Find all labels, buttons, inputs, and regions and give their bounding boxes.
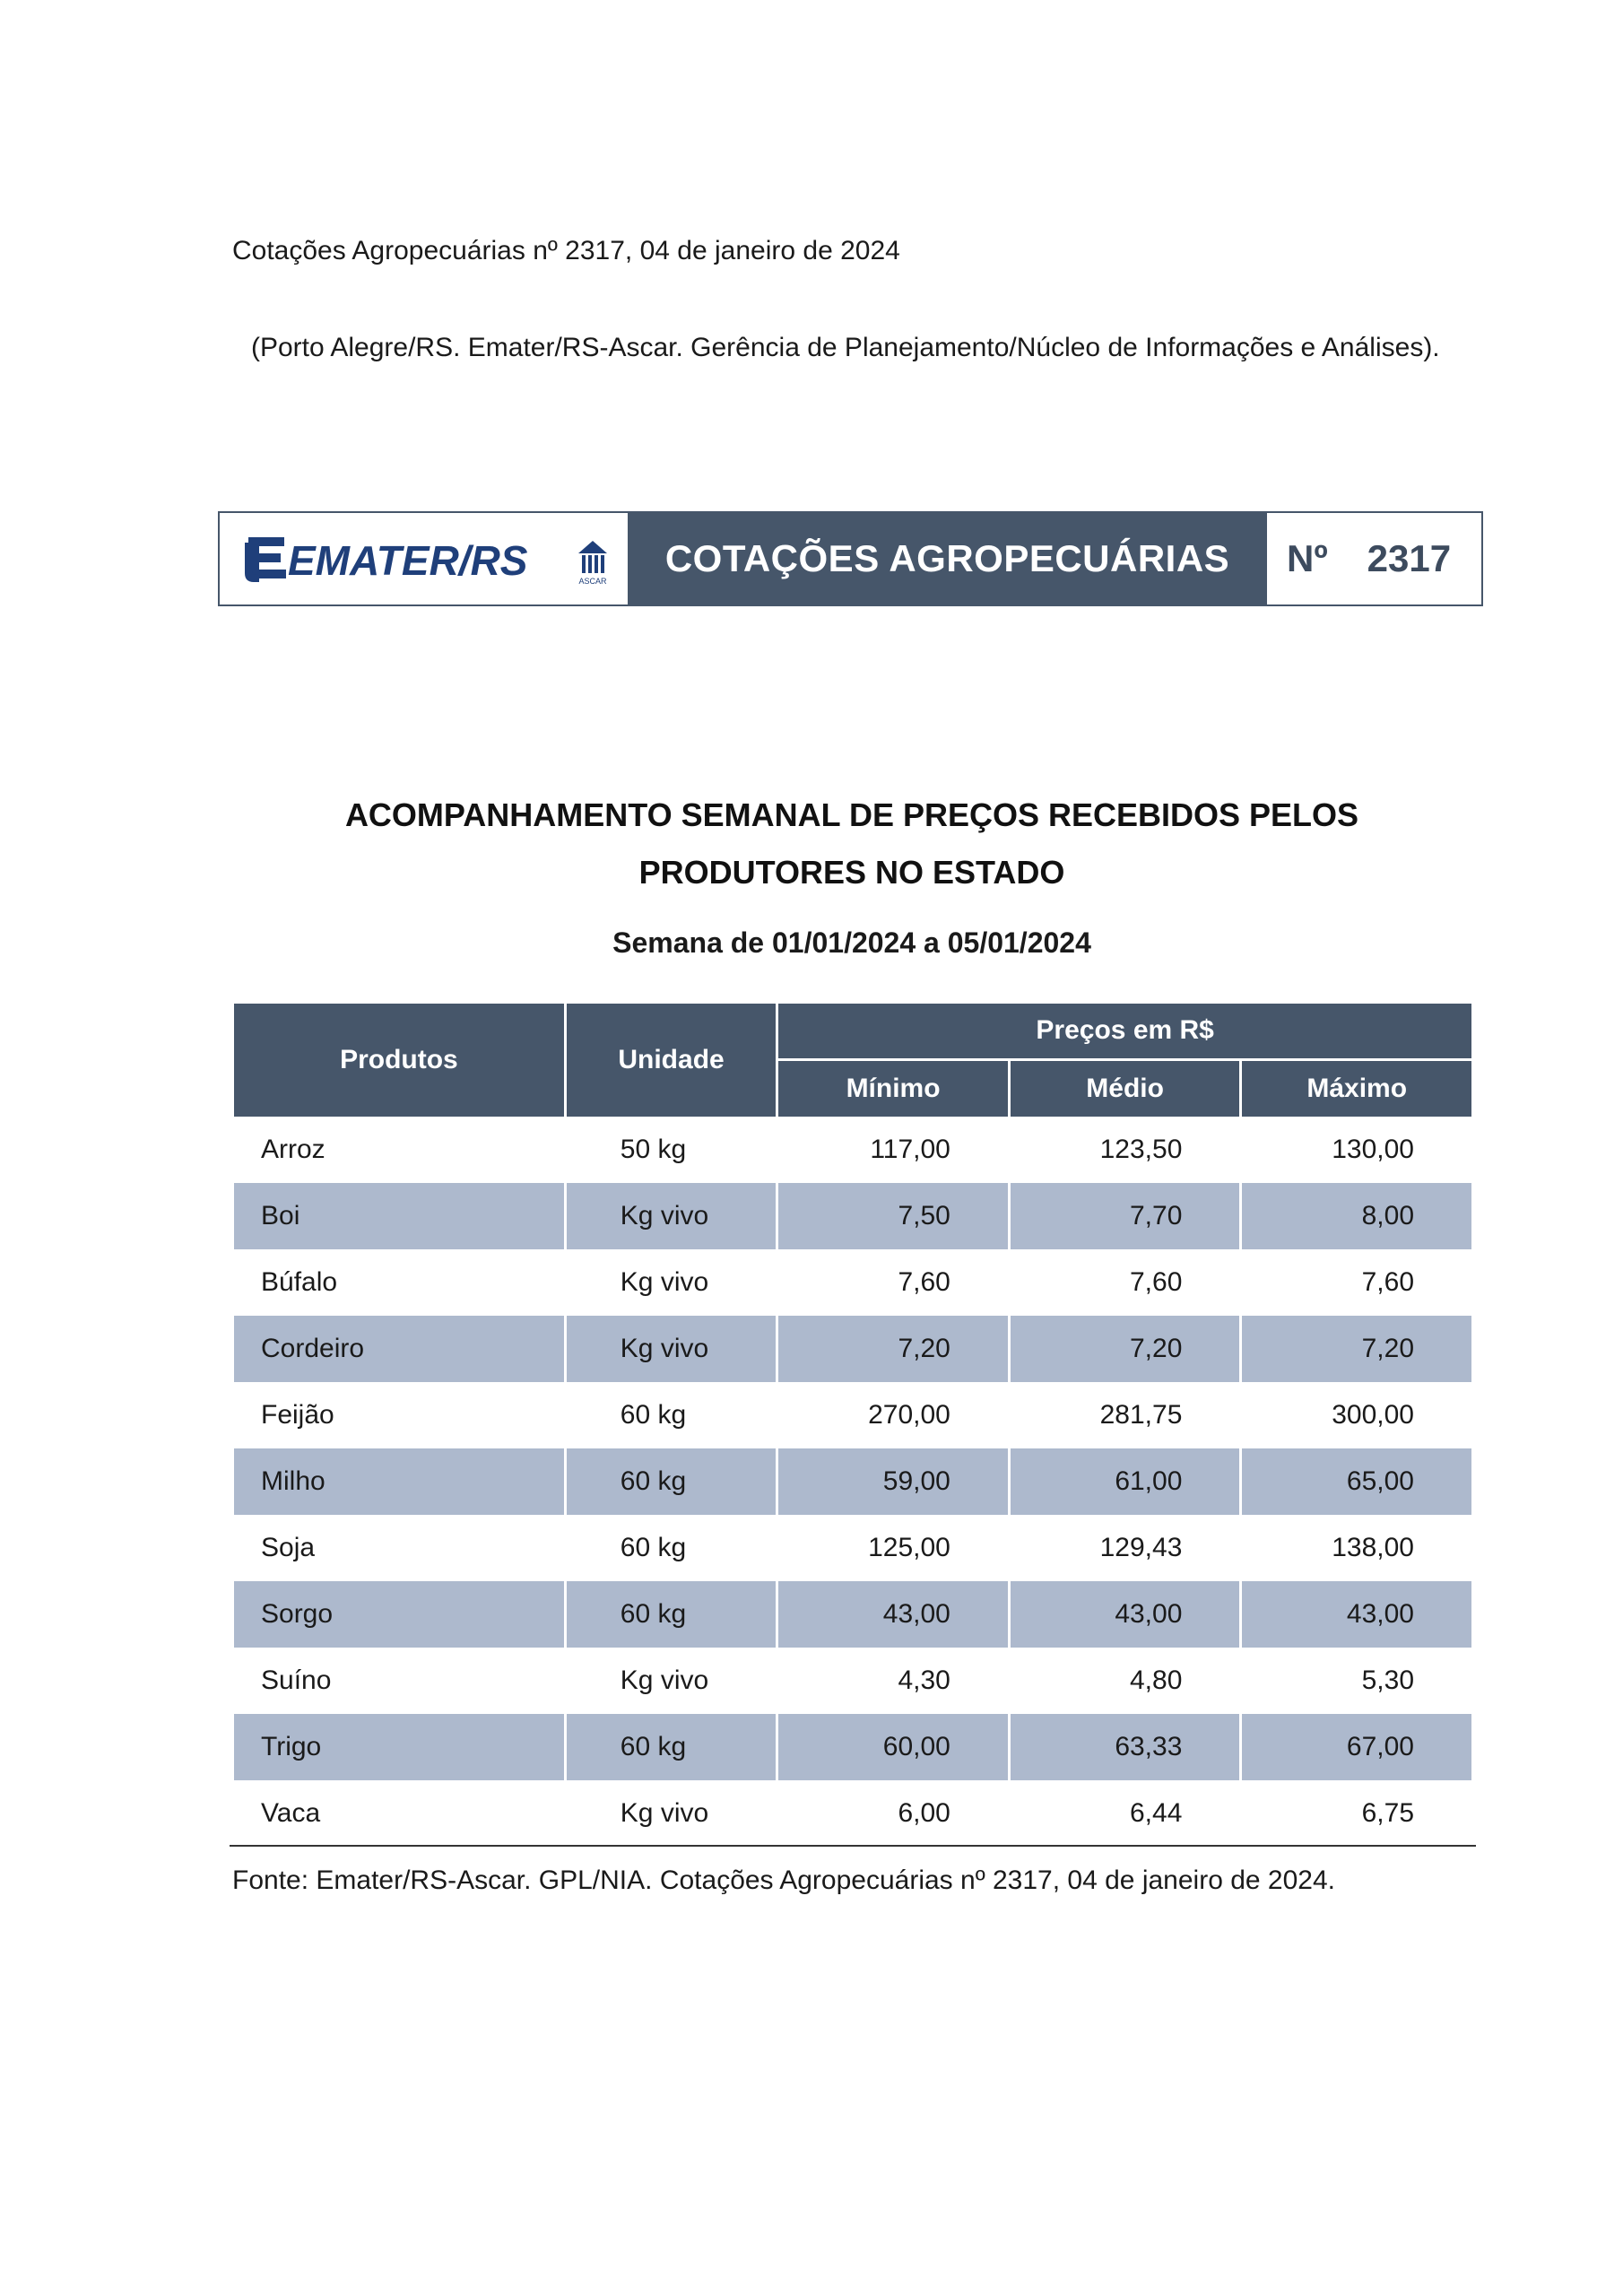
header-prices: Preços em R$ xyxy=(778,1004,1471,1061)
max-price-cell: 138,00 xyxy=(1332,1533,1414,1562)
unit-cell: Kg vivo xyxy=(567,1183,777,1249)
table-row xyxy=(234,1515,1471,1581)
report-title xyxy=(233,787,1471,901)
table-row xyxy=(234,1249,1471,1316)
unit-cell: 60 kg xyxy=(620,1400,687,1430)
table-row xyxy=(234,1448,1471,1515)
product-cell: Boi xyxy=(234,1183,564,1249)
product-cell: Cordeiro xyxy=(234,1316,564,1382)
min-price-cell: 7,20 xyxy=(778,1316,1008,1382)
week-range: Semana de 01/01/2024 a 05/01/2024 xyxy=(612,926,1091,959)
product-cell: Vaca xyxy=(261,1798,321,1828)
header-min: Mínimo xyxy=(778,1061,1008,1118)
avg-price-cell: 281,75 xyxy=(1099,1400,1183,1430)
max-price-cell: 6,75 xyxy=(1361,1798,1414,1828)
unit-cell: 50 kg xyxy=(620,1135,687,1164)
product-cell: Milho xyxy=(234,1448,564,1515)
min-price-cell: 43,00 xyxy=(778,1581,1008,1648)
table-row xyxy=(234,1714,1471,1780)
table-row xyxy=(234,1581,1471,1648)
max-price-cell: 5,30 xyxy=(1361,1665,1414,1695)
emater-logo-graphic xyxy=(245,530,612,587)
min-price-cell: 117,00 xyxy=(870,1135,950,1164)
product-cell: Arroz xyxy=(261,1135,325,1164)
unit-cell: Kg vivo xyxy=(620,1798,709,1828)
min-price-cell: 7,60 xyxy=(898,1267,950,1297)
logo-wordmark: EMATER/RS xyxy=(288,537,528,584)
max-price-cell: 7,60 xyxy=(1361,1267,1414,1297)
min-price-cell: 125,00 xyxy=(868,1533,950,1562)
avg-price-cell: 7,60 xyxy=(1130,1267,1183,1297)
max-price-cell: 300,00 xyxy=(1332,1400,1414,1430)
document-origin-line: (Porto Alegre/RS. Emater/RS-Ascar. Gerência de Planejamento/Núcleo de Informações e Análises). xyxy=(251,333,1440,362)
table-row xyxy=(234,1117,1471,1183)
avg-price-cell: 129,43 xyxy=(1099,1533,1183,1562)
avg-price-cell: 7,20 xyxy=(1011,1316,1240,1382)
avg-price-cell: 123,50 xyxy=(1099,1135,1183,1164)
emater-logo xyxy=(220,513,628,604)
max-price-cell: 8,00 xyxy=(1242,1183,1471,1249)
product-cell: Feijão xyxy=(261,1400,334,1430)
header-avg: Médio xyxy=(1011,1061,1240,1118)
max-price-cell: 65,00 xyxy=(1242,1448,1471,1515)
product-cell: Suíno xyxy=(261,1665,332,1695)
min-price-cell: 6,00 xyxy=(898,1798,950,1828)
unit-cell: 60 kg xyxy=(620,1533,687,1562)
issue-number: 2317 xyxy=(1367,537,1452,579)
avg-price-cell: 7,70 xyxy=(1011,1183,1240,1249)
table-bottom-rule xyxy=(230,1845,1476,1847)
unit-cell: 60 kg xyxy=(567,1714,777,1780)
product-cell: Búfalo xyxy=(261,1267,338,1297)
product-cell: Soja xyxy=(261,1533,316,1562)
avg-price-cell: 61,00 xyxy=(1011,1448,1240,1515)
min-price-cell: 7,50 xyxy=(778,1183,1008,1249)
header-unit: Unidade xyxy=(567,1004,777,1117)
unit-cell: Kg vivo xyxy=(620,1665,709,1695)
min-price-cell: 59,00 xyxy=(778,1448,1008,1515)
price-table xyxy=(231,1004,1474,1847)
issue-number-cell xyxy=(1267,513,1481,604)
banner-title: COTAÇÕES AGROPECUÁRIAS xyxy=(628,513,1267,604)
report-banner xyxy=(218,511,1483,606)
min-price-cell: 4,30 xyxy=(898,1665,950,1695)
document-reference-line: Cotações Agropecuárias nº 2317, 04 de janeiro de 2024 xyxy=(232,236,900,265)
header-max: Máximo xyxy=(1242,1061,1471,1118)
min-price-cell: 60,00 xyxy=(778,1714,1008,1780)
report-title-line1: ACOMPANHAMENTO SEMANAL DE PREÇOS RECEBIDOS PELOS xyxy=(344,796,1359,833)
table-row xyxy=(234,1382,1471,1448)
unit-cell: Kg vivo xyxy=(620,1267,709,1297)
avg-price-cell: 6,44 xyxy=(1130,1798,1183,1828)
product-cell: Sorgo xyxy=(234,1581,564,1648)
max-price-cell: 67,00 xyxy=(1242,1714,1471,1780)
table-row xyxy=(234,1316,1471,1382)
logo-sub: ASCAR xyxy=(578,577,607,586)
max-price-cell: 43,00 xyxy=(1242,1581,1471,1648)
product-cell: Trigo xyxy=(234,1714,564,1780)
unit-cell: 60 kg xyxy=(567,1448,777,1515)
unit-cell: 60 kg xyxy=(567,1581,777,1648)
table-row xyxy=(234,1780,1471,1847)
table-row xyxy=(234,1648,1471,1714)
issue-number-label: Nº xyxy=(1287,537,1328,579)
unit-cell: Kg vivo xyxy=(567,1316,777,1382)
avg-price-cell: 43,00 xyxy=(1011,1581,1240,1648)
min-price-cell: 270,00 xyxy=(868,1400,950,1430)
source-note: Fonte: Emater/RS-Ascar. GPL/NIA. Cotações Agropecuárias nº 2317, 04 de janeiro de 2024. xyxy=(232,1866,1335,1895)
avg-price-cell: 63,33 xyxy=(1011,1714,1240,1780)
report-title-line2: PRODUTORES NO ESTADO xyxy=(638,854,1065,891)
max-price-cell: 7,20 xyxy=(1242,1316,1471,1382)
max-price-cell: 130,00 xyxy=(1332,1135,1414,1164)
table-row xyxy=(234,1183,1471,1249)
avg-price-cell: 4,80 xyxy=(1130,1665,1183,1695)
header-products: Produtos xyxy=(234,1004,564,1117)
